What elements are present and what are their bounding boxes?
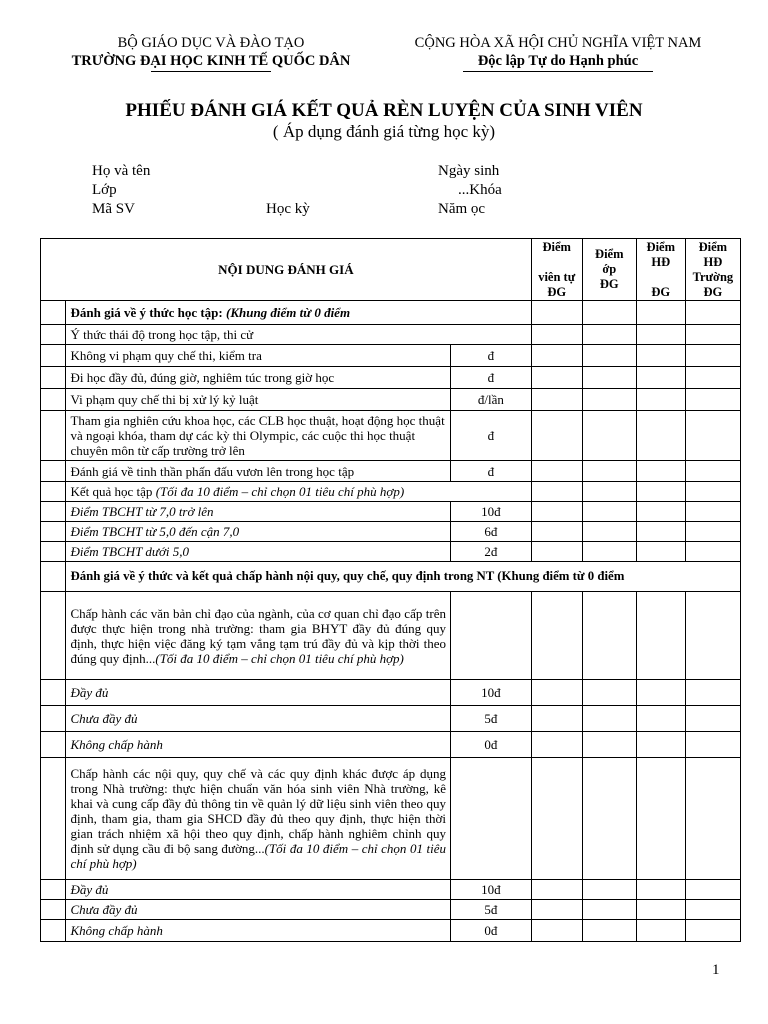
criterion-note: (Tối đa 10 điểm – chỉ chọn 01 tiêu chí phù hợp) xyxy=(70,841,446,871)
table-row xyxy=(41,389,741,411)
class-label: Lớp xyxy=(92,182,117,198)
criterion-text: Điểm TBCHT từ 5,0 đến cận 7,0 xyxy=(66,522,451,542)
criterion-text: Điểm TBCHT từ 7,0 trở lên xyxy=(66,502,451,522)
criterion-points: 6đ xyxy=(450,522,531,542)
year-label: Năm ọc xyxy=(438,201,486,217)
criterion-points: đ xyxy=(450,345,531,367)
university-name: TRƯỜNG ĐẠI HỌC KINH TẾ QUỐC DÂN xyxy=(71,53,351,69)
criterion-points: đ xyxy=(450,367,531,389)
criterion-points: đ xyxy=(450,411,531,461)
criterion-points: 2đ xyxy=(450,542,531,562)
criterion-points: 10đ xyxy=(450,680,531,706)
section-row xyxy=(41,301,741,325)
national-header xyxy=(388,34,728,72)
student-id-label: Mã SV xyxy=(92,201,135,217)
criterion-text: Đi học đầy đủ, đúng giờ, nghiêm túc trong giờ học xyxy=(66,367,451,389)
header-self-score: Điểm viên tự ĐG xyxy=(531,239,582,301)
national-name: CỘNG HÒA XÃ HỘI CHỦ NGHĨA VIỆT NAM xyxy=(414,35,702,51)
criterion-text: Chưa đầy đủ xyxy=(66,900,451,920)
table-row xyxy=(41,680,741,706)
criterion-points: 10đ xyxy=(450,880,531,900)
table-row xyxy=(41,411,741,461)
ministry-underline xyxy=(151,71,271,72)
criterion-text: Vi phạm quy chế thi bị xử lý kỷ luật xyxy=(66,389,451,411)
table-row xyxy=(41,502,741,522)
criterion-text: Không vi phạm quy chế thi, kiểm tra xyxy=(66,345,451,367)
table-row xyxy=(41,461,741,482)
header-class-score: Điểm ớp ĐG xyxy=(582,239,636,301)
table-row xyxy=(41,880,741,900)
table-row xyxy=(41,758,741,880)
criterion-note: (Tối đa 10 điểm – chỉ chọn 01 tiêu chí phù hợp) xyxy=(155,484,405,499)
criterion-text: Ý thức thái độ trong học tập, thi cử xyxy=(66,325,531,345)
criterion-text: Đầy đủ xyxy=(66,880,451,900)
criterion-points: 0đ xyxy=(450,920,531,942)
criterion-points: 0đ xyxy=(450,732,531,758)
course-label: ...Khóa xyxy=(458,182,502,198)
header-hd-score: Điểm HĐ ĐG xyxy=(636,239,685,301)
criterion-text: Chấp hành các nội quy, quy chế và các quy định khác được áp dụng trong Nhà trường: thực hiện chuẩn văn hóa sinh viên Nhà trường, kê khai và cung cấp đầy đủ thông tin về quản lý dữ liệu sinh viên theo quy định, tham gia, tham gia SHCD đầy đủ theo quy định, thực hiện thời gian trách nhiệm xã hội theo quy định, chấp hành nghiêm chỉnh quy định sử dụng cầu đi bộ sang đường... xyxy=(70,766,446,856)
criterion-text: Đánh giá về tinh thần phấn đấu vươn lên trong học tập xyxy=(66,461,451,482)
criterion-points: 5đ xyxy=(450,706,531,732)
criterion-text: Không chấp hành xyxy=(66,920,451,942)
criterion-text: Tham gia nghiên cứu khoa học, các CLB học thuật, hoạt động học thuật và ngoại khóa, tham dự các kỳ thi Olympic, các cuộc thi học thuật chuyên môn từ cấp trường trở lên xyxy=(66,411,451,461)
header-school-score: Điểm HĐ Trường ĐG xyxy=(685,239,740,301)
form-title: PHIẾU ĐÁNH GIÁ KẾT QUẢ RÈN LUYỆN CỦA SINH VIÊN xyxy=(125,100,643,121)
national-motto: Độc lập Tự do Hạnh phúc xyxy=(477,53,639,69)
table-row xyxy=(41,706,741,732)
table-row xyxy=(41,592,741,680)
ministry-header xyxy=(56,34,366,72)
table-row xyxy=(41,345,741,367)
ministry-name: BỘ GIÁO DỤC VÀ ĐÀO TẠO xyxy=(117,35,305,51)
motto-underline xyxy=(463,71,653,72)
criterion-text: Chấp hành các văn bản chỉ đạo của ngành, của cơ quan chỉ đạo cấp trên được thực hiện trong nhà trường: tham gia BHYT đầy đủ đúng quy định, thực hiện việc đăng ký tạm vắng tạm trú đầy đủ và kịp thời theo đúng quy định... xyxy=(70,605,446,666)
page-number: 1 xyxy=(712,962,720,978)
criterion-points: 10đ xyxy=(450,502,531,522)
table-row xyxy=(41,920,741,942)
semester-label: Học kỳ xyxy=(266,201,310,217)
table-row xyxy=(41,732,741,758)
criterion-text: Không chấp hành xyxy=(66,732,451,758)
birth-label: Ngày sinh xyxy=(438,163,500,179)
criterion-text: Điểm TBCHT dưới 5,0 xyxy=(66,542,451,562)
criterion-points: đ/lần xyxy=(450,389,531,411)
criterion-points: 5đ xyxy=(450,900,531,920)
table-row xyxy=(41,325,741,345)
table-row xyxy=(41,367,741,389)
criterion-note: (Tối đa 10 điểm – chỉ chọn 01 tiêu chí phù hợp) xyxy=(155,650,404,666)
name-label: Họ và tên xyxy=(92,163,151,179)
table-header-row xyxy=(41,239,741,301)
criterion-text: Chưa đầy đủ xyxy=(66,706,451,732)
table-row xyxy=(41,482,741,502)
form-subtitle: ( Áp dụng đánh giá từng học kỳ) xyxy=(272,122,496,141)
table-row xyxy=(41,542,741,562)
evaluation-table xyxy=(40,238,741,942)
table-row xyxy=(41,522,741,542)
section-title: Đánh giá về ý thức học tập: xyxy=(70,305,226,320)
section-title: Đánh giá về ý thức và kết quả chấp hành nội quy, quy chế, quy định trong NT (Khung điểm từ 0 điểm xyxy=(66,562,741,592)
criterion-points: đ xyxy=(450,461,531,482)
section-range: (Khung điểm từ 0 điểm xyxy=(225,305,351,320)
section-row xyxy=(41,562,741,592)
table-row xyxy=(41,900,741,920)
criterion-text: Kết quả học tập xyxy=(70,484,156,499)
header-content: NỘI DUNG ĐÁNH GIÁ xyxy=(41,239,532,301)
criterion-text: Đầy đủ xyxy=(66,680,451,706)
